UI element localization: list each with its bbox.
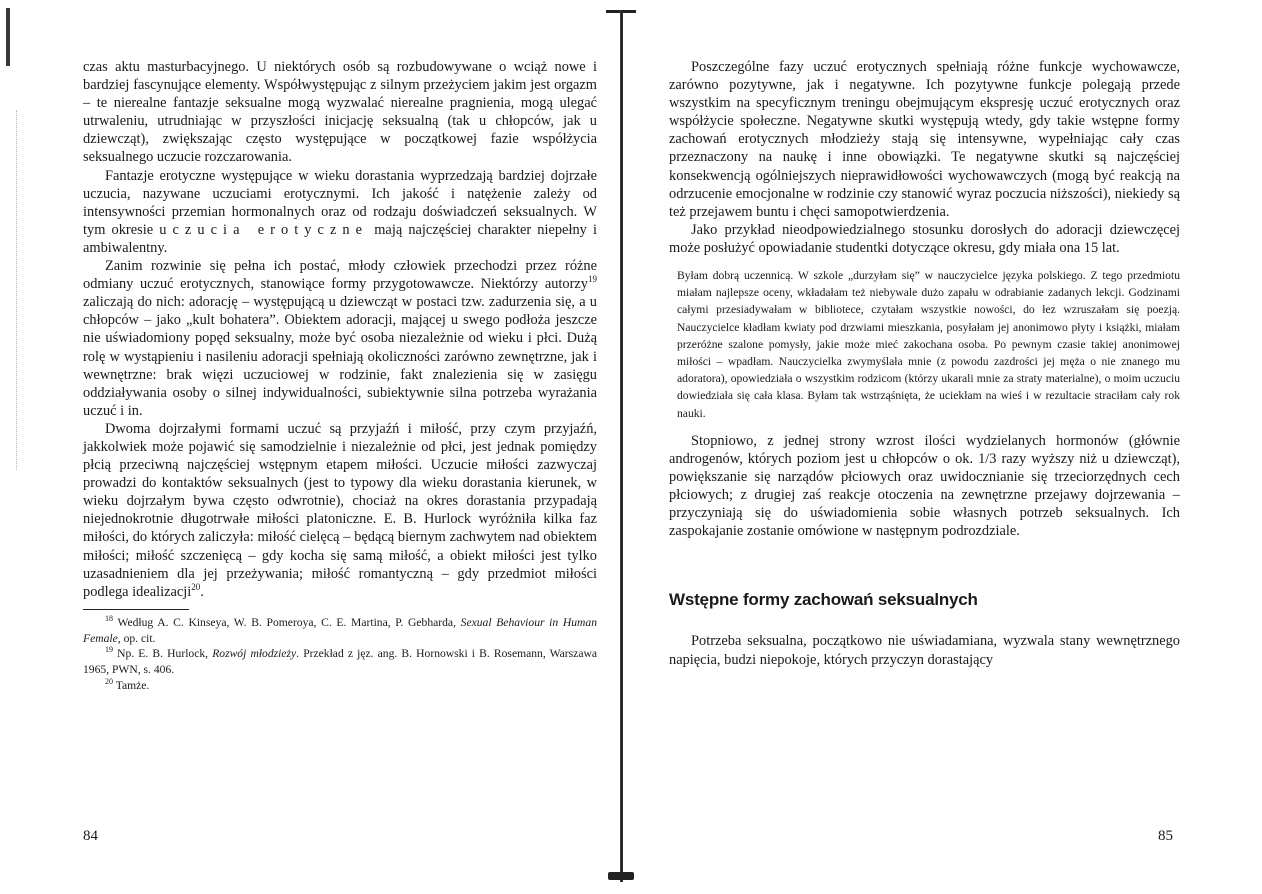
footnote-number: 18 — [105, 613, 113, 623]
footnote-text: Według A. C. Kinseya, W. B. Pomeroya, C. E. Martina, P. Gebharda, — [117, 615, 456, 629]
footnote-title: Sexual Behaviour in Human Female — [83, 615, 597, 645]
body-paragraph-7: Stopniowo, z jednej strony wzrost ilości wydzielanych hormonów (głównie androgenów, których poziom jest u chłopców o ok. 1/3 razy wyższy niż u dziewcząt), powiększanie się narządów płciowych oraz uwidocznianie się trzeciorzędnych cech płciowych; z drugiej zaś reakcje otoczenia na zewnętrzne przejawy dojrzewania – przyczyniają się do uświadomienia sobie własnych potrzeb seksualnych. Ich zaspokajanie zostanie omówione w następnym podrozdziale. — [669, 432, 1180, 540]
right-page — [630, 0, 1262, 894]
spaced-emphasis: uczucia erotyczne — [159, 221, 369, 238]
paragraph-text: mają najczęściej charakter niepełny i ambiwalentny. — [83, 221, 597, 256]
section-heading: Wstępne formy zachowań seksualnych — [669, 590, 978, 610]
body-paragraph-5: Poszczególne fazy uczuć erotycznych spełniają różne funkcje wychowawcze, zarówno pozytywne, jak i negatywne. Ich pozytywne funkcje polegają przede wszystkim na specyficznym treningu obejmującym ekspresję uczuć erotycznych oraz współżycie społeczne. Negatywne skutki występują wtedy, gdy takie wstępne formy zachowań erotycznych młodzieży stają się intensywne, wypełniając cały czas przeznaczony na naukę i inne obowiązki. Te negatywne skutki są najczęściej konsekwencją ogólniejszych nieprawidłowości wychowawczych (mogą być reakcją na odrzucenie emocjonalne w rodzinie czy stanowić wyraz poczucia niższości), niekiedy są też przejawem buntu i chęci samopotwierdzenia. — [669, 59, 1180, 220]
footnote-text: , op. cit. — [117, 631, 156, 645]
paragraph-end: . — [200, 583, 204, 600]
footnote-18 — [83, 615, 597, 647]
body-paragraph-8: Potrzeba seksualna, początkowo nie uświadamiana, wyzwala stany wewnętrznego napięcia, budzi niepokoje, których przyczyn dorastający — [669, 633, 1180, 668]
footnote-20 — [83, 678, 597, 694]
footnote-number: 19 — [105, 645, 113, 655]
block-quote — [677, 267, 1180, 422]
footnote-number: 20 — [105, 677, 113, 687]
body-paragraph-1: czas aktu masturbacyjnego. U niektórych osób są rozbudowywane o wciąż nowe i bardziej fascynujące elementy. Współwystępując z silnym przeżyciem jakim jest orgazm – te nierealne fantazje seksualne mogą wyzwalać nierealne pragnienia, mogą ulegać utrwaleniu, utrudniając w przyszłości inicjację seksualną (tak u chłopców, jak u dziewcząt), zwiększając często występujące w początkowej fazie współżycia seksualnego uczucie rozczarowania. — [83, 59, 597, 166]
footnote-title: Rozwój młodzieży — [212, 647, 297, 661]
body-paragraph-2 — [83, 167, 597, 257]
footnote-text: Tamże. — [115, 679, 150, 692]
footnote-ref-19[interactable]: 19 — [588, 274, 597, 285]
left-page — [0, 0, 630, 894]
paragraph-text: Dwoma dojrzałymi formami uczuć są przyjaźń i miłość, przy czym przyjaźń, jakkolwiek może pojawić się samodzielnie i niezależnie od płci, jest jednak pomiędzy płcią przeciwną najczęściej wstępnym etapem miłości. Uczucie miłości zazwyczaj prowadzi do kontaktów seksualnych (jest to typowy dla wieku dorastania kierunek, w wieku dojrzałym bywa często odwrotnie), chociaż na okres dorastania przypadają niejednokrotnie długotrwałe miłości platoniczne. E. B. Hurlock wyróżniła kilka faz miłości, do których zaliczyła: miłość cielęcą – będącą biernym zachwytem nad obiektem miłości; miłość szczenięcą – gdy kocha się samą miłość, a obiekt miłości jest tylko uzasadnieniem dla jej przeżywania; miłość romantyczną – gdy przedmiot miłości podlega idealizacji — [83, 420, 597, 600]
body-paragraph-6: Jako przykład nieodpowiedzialnego stosunku dorosłych do adoracji dziewczęcej może posłużyć opowiadanie studentki dotyczące okresu, gdy miała ona 15 lat. — [669, 221, 1180, 256]
body-paragraph-4 — [83, 420, 597, 601]
right-text-column — [669, 58, 1180, 669]
paragraph-text: Fantazje erotyczne występujące w wieku dorastania wyprzedzają bardziej dojrzałe uczucia, nazywane uczuciami erotycznymi. Ich jakość i natężenie zależy od intensywności przemian hormonalnych oraz od rodzaju doświadczeń seksualnych. W tym okresie — [83, 167, 597, 238]
paragraph-text: zaliczają do nich: adorację – występującą u dziewcząt w postaci tzw. zadurzenia się, a u chłopców – jako „kult bohatera”. Obiektem adoracji, mającej u swego podłoża jeszcze nie uświadomiony popęd seksualny, może być osoba niezależnie od wieku i płci. Dużą rolę w wystąpieniu i nasileniu adoracji spełniają okoliczności zarówno zewnętrzne, jak i wewnętrzne: brak więzi uczuciowej w rodzinie, fakt znalezienia się w zasięgu oddziaływania osoby o silnej indywidualności, subiektywnie silna potrzeba wyrażania uczuć i in. — [83, 294, 597, 419]
paragraph-text: Zanim rozwinie się pełna ich postać, młody człowiek przechodzi przez różne odmiany uczuć erotycznych, stanowiące formy przygotowawcze. Niektórzy autorzy — [83, 258, 597, 293]
page-number-right: 85 — [1158, 828, 1173, 844]
footnote-ref-20[interactable]: 20 — [191, 581, 201, 592]
footnote-divider — [83, 609, 189, 610]
body-paragraph-3 — [83, 257, 597, 420]
left-text-column — [83, 58, 597, 694]
page-number-left: 84 — [83, 828, 98, 844]
quote-text: Byłam dobrą uczennicą. W szkole „durzyłam się” w nauczycielce języka polskiego. Z tego przedmiotu miałam najlepsze oceny, wkładałam też niebywale dużo zapału w odrabianie zadanych lekcji. Godzinami całymi przesiadywałam w bibliotece, czytałam wszystkie nowości, do łez wzruszałam się poezją. Nauczycielce kładłam kwiaty pod drzwiami mieszkania, posyłałam jej anonimowo płyty i książki, miałam przeróżne szalone pomysły, jakie może mieć zakochana osoba. Po pewnym czasie takiej anonimowej miłości – wpadłam. Nauczycielka zwymyślała mnie (z powodu zazdrości jej męża o nie znanego mu adoratora), opowiedziała o wszystkim rodzicom (którzy ukarali mnie za straty materialne), o moim uczuciu dowiedziała się cała klasa. Byłam tak wstrząśnięta, że uciekłam na wieś i w rezultacie straciłam cały rok nauki. — [677, 269, 1180, 420]
footnote-text: Np. E. B. Hurlock, — [117, 647, 209, 661]
footnote-19 — [83, 646, 597, 678]
footnote-text: . Przekład z jęz. ang. B. Hornowski i B. Rosemann, Warszawa 1965, PWN, s. 406. — [83, 647, 597, 677]
